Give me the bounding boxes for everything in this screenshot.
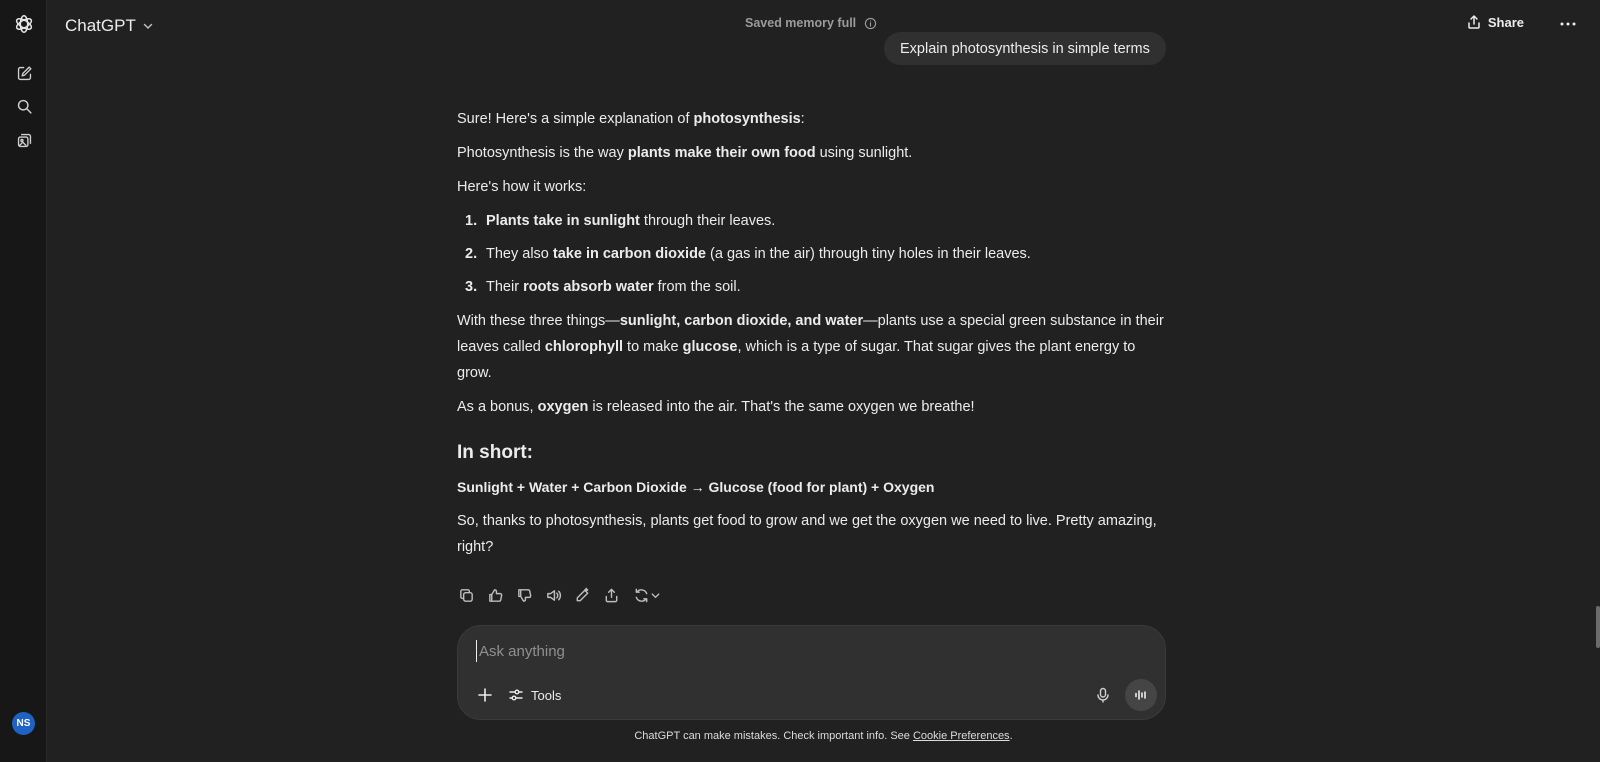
memory-status-label: Saved memory full (745, 16, 857, 30)
tools-button[interactable] (508, 683, 561, 707)
steps-list (457, 208, 1167, 300)
assistant-response (457, 106, 1167, 568)
thumbs-up-icon[interactable] (485, 585, 505, 605)
microphone-icon (1095, 687, 1111, 703)
disclaimer-text: ChatGPT can make mistakes. Check important info. See (634, 730, 913, 742)
response-paragraph: Here's how it works: (457, 179, 587, 195)
copy-icon[interactable] (456, 585, 476, 605)
new-chat-icon[interactable] (10, 59, 38, 87)
more-options-icon[interactable] (1556, 12, 1580, 36)
voice-mode-button[interactable] (1125, 679, 1157, 711)
disclaimer: ChatGPT can make mistakes. Check important info. See Cookie Preferences. (634, 730, 1013, 742)
response-paragraph: With these three things—sunlight, carbon dioxide, and water—plants use a special green substance in their leaves called chlorophyll to make glucose, which is a type of sugar. That sugar gives the plant energy to grow. (457, 313, 1164, 381)
openai-logo-icon[interactable] (10, 10, 38, 38)
tools-label: Tools (531, 687, 562, 703)
edit-in-canvas-icon[interactable] (572, 585, 592, 605)
section-heading: In short: (457, 442, 533, 463)
share-label: Share (1487, 14, 1524, 30)
scrollbar-thumb[interactable] (1596, 606, 1600, 648)
message-input[interactable] (476, 640, 1076, 662)
plus-icon (477, 687, 493, 703)
read-aloud-icon[interactable] (543, 585, 563, 605)
user-message-bubble: Explain photosynthesis in simple terms (884, 32, 1166, 65)
library-icon[interactable] (10, 126, 38, 154)
list-item: 3. Their roots absorb water from the soil. (465, 279, 741, 295)
add-attachment-button[interactable] (473, 683, 497, 707)
user-avatar[interactable]: NS (12, 712, 35, 735)
dictate-button[interactable] (1091, 683, 1115, 707)
response-closing: So, thanks to photosynthesis, plants get food to grow and we get the oxygen we need to live. Pretty amazing, right? (457, 513, 1157, 555)
list-item: 1. Plants take in sunlight through their leaves. (465, 213, 776, 229)
model-selector[interactable] (57, 12, 162, 40)
memory-status[interactable] (745, 16, 877, 30)
cookie-preferences-link[interactable]: Cookie Preferences (912, 730, 1010, 742)
model-label: ChatGPT (65, 16, 136, 35)
share-button[interactable] (1466, 14, 1524, 30)
thumbs-down-icon[interactable] (514, 585, 534, 605)
search-icon[interactable] (10, 92, 38, 120)
voice-waveform-icon (1133, 687, 1149, 703)
sliders-icon (508, 687, 524, 703)
response-paragraph: As a bonus, oxygen is released into the air. That's the same oxygen we breathe! (457, 399, 975, 415)
formula: Sunlight + Water + Carbon Dioxide → Glucose (food for plant) + Oxygen (457, 479, 935, 495)
share-response-icon[interactable] (601, 585, 621, 605)
chevron-down-icon (142, 20, 154, 32)
share-icon (1466, 14, 1482, 30)
list-item: 2. They also take in carbon dioxide (a gas in the air) through tiny holes in their leaves. (465, 246, 1031, 262)
response-actions (456, 584, 664, 606)
response-intro: Sure! Here's a simple explanation of photosynthesis: (457, 111, 805, 127)
top-bar (47, 0, 1600, 52)
chevron-down-icon (650, 590, 661, 601)
sidebar-rail (0, 0, 47, 762)
info-icon (864, 17, 877, 30)
composer (457, 625, 1166, 720)
regenerate-icon[interactable] (630, 585, 664, 605)
response-paragraph: Photosynthesis is the way plants make their own food using sunlight. (457, 145, 913, 161)
